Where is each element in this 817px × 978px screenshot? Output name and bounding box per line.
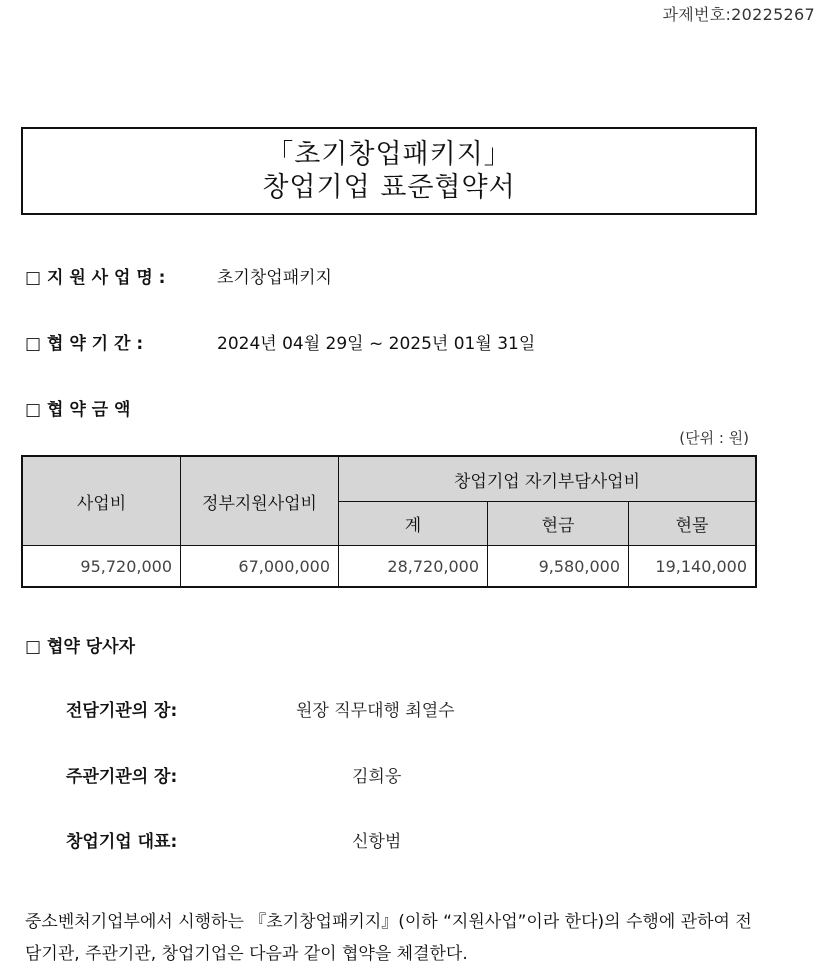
header-cash: 현금 [488,502,629,546]
header-self-burden: 창업기업 자기부담사업비 [339,456,757,502]
header-government: 정부지원사업비 [181,456,339,546]
party-startup-value: 신항범 [352,832,402,852]
period-label: □ 협 약 기 간 : [25,334,144,354]
amount-heading: □ 협 약 금 액 [25,400,131,420]
value-government: 67,000,000 [181,546,339,588]
header-total: 계 [339,502,488,546]
value-project-cost: 95,720,000 [22,546,181,588]
period-field [25,329,536,354]
title-box [21,127,757,215]
header-in-kind: 현물 [629,502,757,546]
party-agency-label: 전담기관의 장: [66,701,178,721]
amount-table [21,455,757,588]
table-row [22,546,756,588]
period-value: 2024년 04월 29일 ~ 2025년 01월 31일 [217,334,536,354]
unit-note: (단위 : 원) [679,429,749,447]
header-project-cost: 사업비 [22,456,181,546]
party-startup-label: 창업기업 대표: [66,832,178,852]
value-in-kind: 19,140,000 [629,546,757,588]
title-document: 창업기업 표준협약서 [262,172,516,203]
parties-heading: □ 협약 당사자 [25,637,136,657]
task-number: 과제번호:20225267 [662,5,815,24]
value-total: 28,720,000 [339,546,488,588]
program-field [25,263,332,288]
value-cash: 9,580,000 [488,546,629,588]
program-label: □ 지 원 사 업 명 : [25,268,166,288]
party-agency-value: 원장 직무대행 최열수 [296,701,455,721]
agreement-body-text: 중소벤처기업부에서 시행하는 『초기창업패키지』(이하 “지원사업”이라 한다)의 수행에 관하여 전담기관, 주관기관, 창업기업은 다음과 같이 협약을 체결한다. [25,912,752,964]
party-host-label: 주관기관의 장: [66,767,178,787]
title-program: 「초기창업패키지」 [266,139,512,170]
party-host-value: 김희웅 [352,767,402,787]
program-value: 초기창업패키지 [217,268,332,288]
